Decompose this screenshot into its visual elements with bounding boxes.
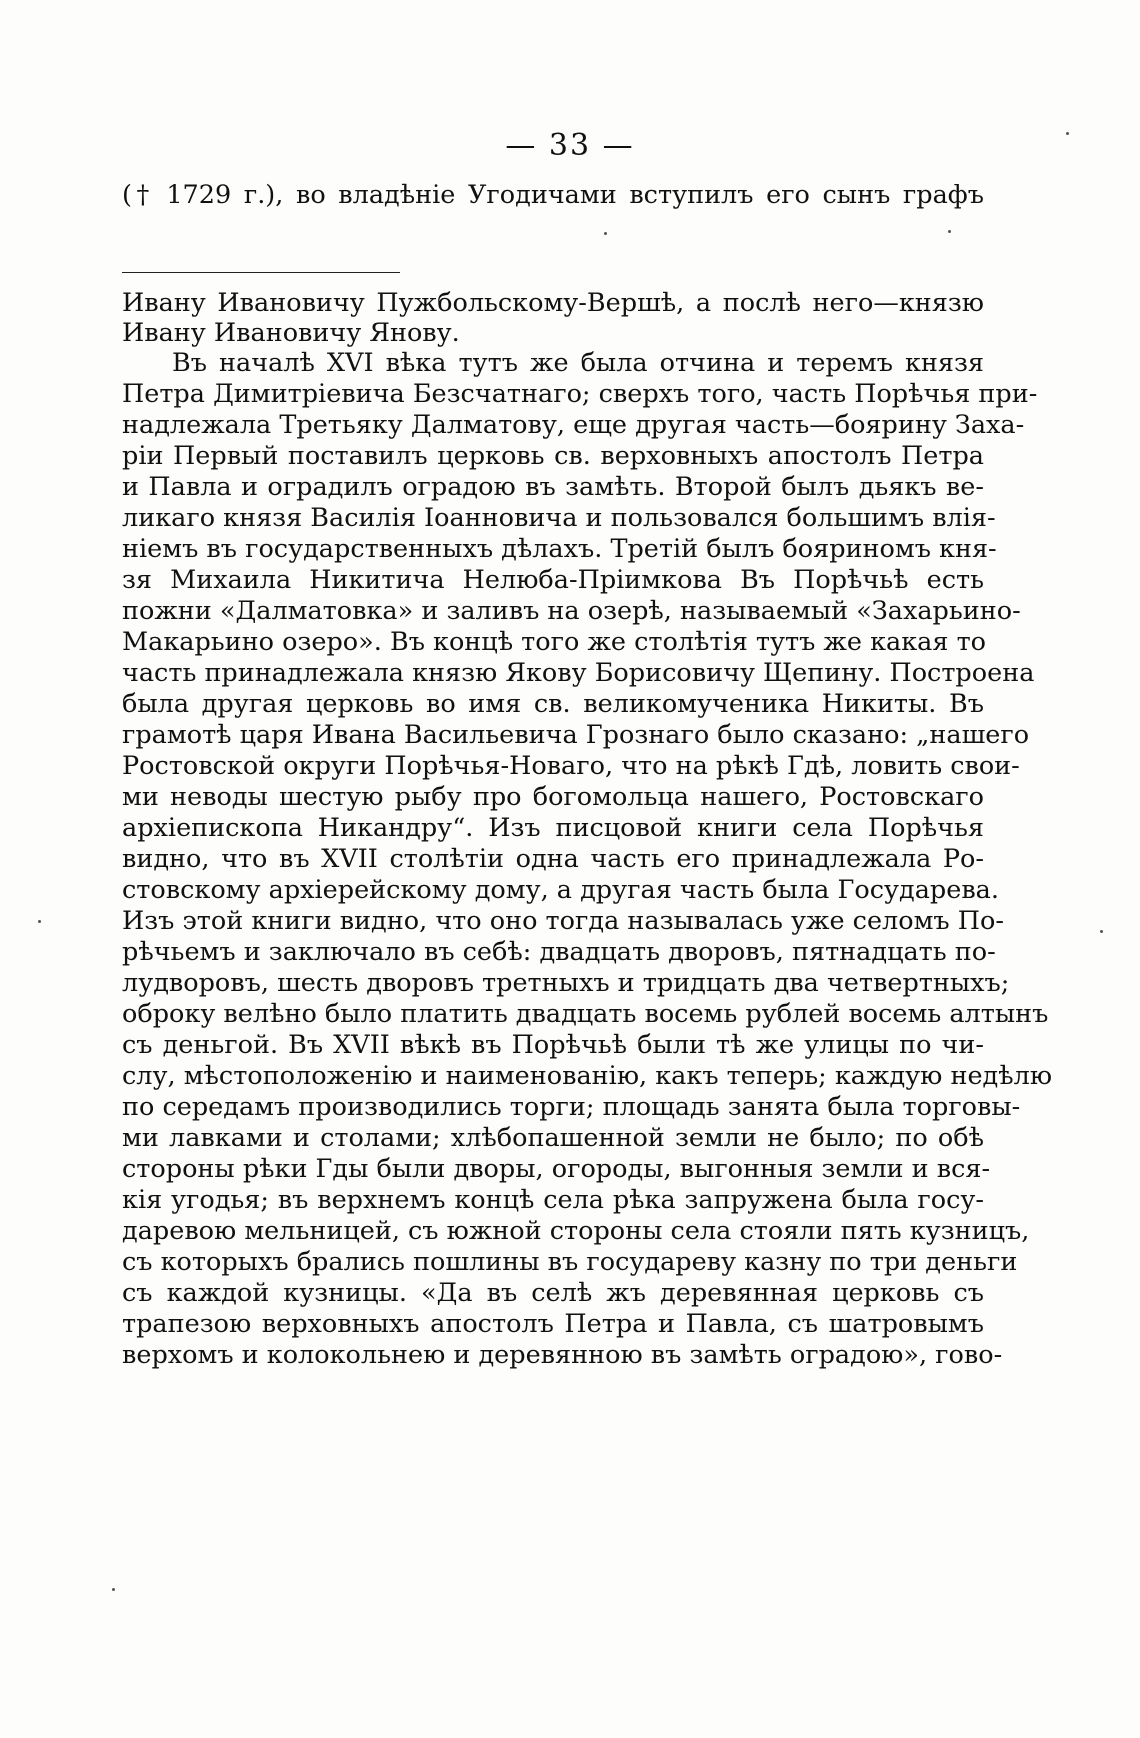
body-line: трапезою верховныхъ апостолъ Петра и Павла, съ шатровымъ [122,1309,984,1339]
body-line: и Павла и оградилъ оградою въ замѣть. Второй былъ дьякъ ве- [122,472,984,502]
body-line: видно, что въ XVII столѣтіи одна часть его принадлежала Ро- [122,844,984,874]
body-line: грамотѣ царя Ивана Васильевича Грознаго было сказано: „нашего [122,720,1030,750]
body-line: ликаго князя Василія Іоанновича и пользовался большимъ влія- [122,503,996,533]
body-line: ми неводы шестую рыбу про богомольца нашего, Ростовскаго [122,782,984,812]
body-line: съ которыхъ брались пошлины въ государеву казну по три деньги [122,1247,1018,1277]
body-line: Ивану Ивановичу Янову. [122,318,460,348]
body-line: пожни «Далматовка» и заливъ на озерѣ, называемый «Захарьино- [122,596,1021,626]
body-line: Петра Димитріевича Безсчатнаго; сверхъ того, часть Порѣчья при- [122,379,1038,409]
body-line: съ деньгой. Въ XVII вѣкѣ въ Порѣчьѣ были тѣ же улицы по чи- [122,1030,984,1060]
body-line: стовскому архіерейскому дому, а другая часть была Государева. [122,875,999,905]
scan-speck [1100,930,1103,933]
body-line: лудворовъ, шесть дворовъ третныхъ и тридцать два четвертныхъ; [122,968,1010,998]
scan-speck [604,232,607,235]
page-number: — 33 — [505,128,635,163]
body-line: ми лавками и столами; хлѣбопашенной земли не было; по обѣ [122,1123,984,1153]
body-line: по середамъ производились торги; площадь занята была торговы- [122,1092,1021,1122]
body-line: Ивану Ивановичу Пужбольскому-Вершѣ, а послѣ него—князю [122,288,984,318]
footnote-rule [122,272,400,273]
body-line: слу, мѣстоположенію и наименованію, какъ теперь; каждую недѣлю [122,1061,1053,1091]
body-line: ніемъ въ государственныхъ дѣлахъ. Третій былъ бояриномъ кня- [122,534,997,564]
body-line: надлежала Третьяку Далматову, еще другая часть—боярину Заха- [122,410,1025,440]
scan-speck [38,920,41,923]
body-line: Изъ этой книги видно, что оно тогда называлась уже селомъ По- [122,906,1004,936]
body-line: Ростовской округи Порѣчья-Новаго, что на рѣкѣ Гдѣ, ловить свои- [122,751,1020,781]
body-line: ріи Первый поставилъ церковь св. верховныхъ апостолъ Петра [122,441,984,471]
footnote-line: († 1729 г.), во владѣніе Угодичами вступилъ его сынъ графъ [122,180,984,210]
body-line: была другая церковь во имя св. великомученика Никиты. Въ [122,689,984,719]
scan-speck [948,230,951,233]
scan-speck [112,1588,115,1591]
body-line: архіепископа Никандру“. Изъ писцовой книги села Порѣчья [122,813,984,843]
body-line: съ каждой кузницы. «Да въ селѣ жъ деревянная церковь съ [122,1278,984,1308]
scan-speck [1066,132,1069,135]
body-line: кія угодья; въ верхнемъ концѣ села рѣка запружена была госу- [122,1185,984,1215]
body-line: Въ началѣ XVI вѣка тутъ же была отчина и теремъ князя [172,348,984,378]
body-line: часть принадлежала князю Якову Борисовичу Щепину. Построена [122,658,1035,688]
body-line: даревою мельницей, съ южной стороны села стояли пять кузницъ, [122,1216,1030,1246]
body-line: рѣчьемъ и заключало въ себѣ: двадцать дворовъ, пятнадцать по- [122,937,996,967]
body-line: оброку велѣно было платить двадцать восемь рублей восемь алтынъ [122,999,1049,1029]
body-line: зя Михаила Никитича Нелюба-Пріимкова Въ Порѣчьѣ есть [122,565,984,595]
body-line: верхомъ и колокольнею и деревянною въ замѣть оградою», гово- [122,1340,1003,1370]
body-line: стороны рѣки Гды были дворы, огороды, выгонныя земли и вся- [122,1154,991,1184]
body-line: Макарьино озеро». Въ концѣ того же столѣтія тутъ же какая то [122,627,987,657]
